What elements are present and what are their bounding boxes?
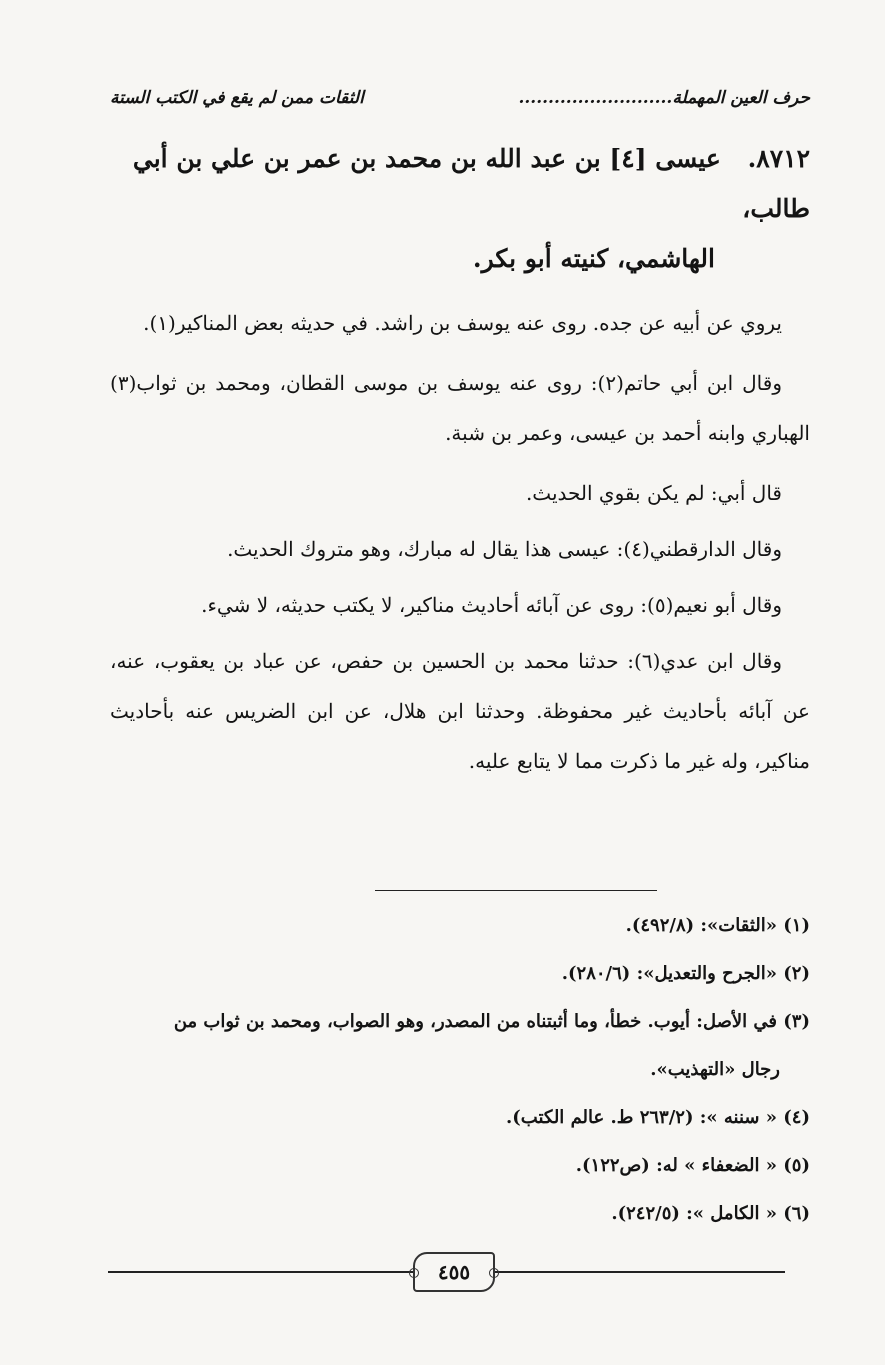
footer-rule-right xyxy=(495,1271,785,1273)
entry-title-line1: عيسى [٤] بن عبد الله بن محمد بن عمر بن علي بن أبي طالب، xyxy=(132,144,810,223)
footnote-separator xyxy=(375,890,657,891)
footnote: (٢) «الجرح والتعديل»: (٢٨٠/٦). xyxy=(561,963,810,984)
header-book-title: الثقات ممن لم يقع في الكتب الستة xyxy=(110,88,364,108)
entry-title-line2: الهاشمي، كنيته أبو بكر. xyxy=(472,244,715,273)
paragraph: يروي عن أبيه عن جده. روى عنه يوسف بن راشد. في حديثه بعض المناكير(١). xyxy=(143,311,782,335)
entry-number: ٨٧١٢. xyxy=(747,144,810,173)
paragraph: وقال أبو نعيم(٥): روى عن آبائه أحاديث مناكير، لا يكتب حديثه، لا شيء. xyxy=(201,593,782,617)
paragraph: قال أبي: لم يكن بقوي الحديث. xyxy=(525,481,782,505)
footnotes xyxy=(110,902,810,1238)
paragraph: وقال ابن أبي حاتم(٢): روى عنه يوسف بن موسى القطان، ومحمد بن ثواب(٣) الهباري وابنه أحمد بن عيسى، وعمر بن شبة. xyxy=(110,371,810,445)
footer-rule-left xyxy=(108,1271,413,1273)
header-chapter: حرف العين المهملة.......................... xyxy=(518,88,810,108)
footnote: (٤) « سننه »: (٢٦٣/٢ ط. عالم الكتب). xyxy=(505,1107,810,1128)
running-header xyxy=(110,88,810,128)
footnote: (٣) في الأصل: أيوب. خطأ، وما أثبتناه من المصدر، وهو الصواب، ومحمد بن ثواب من xyxy=(173,1011,810,1032)
entry-heading xyxy=(110,134,810,284)
page-number-frame xyxy=(413,1252,495,1292)
footnote: (٦) « الكامل »: (٢٤٢/٥). xyxy=(611,1203,810,1224)
page-number: ٤٥٥ xyxy=(437,1260,471,1284)
paragraph: وقال الدارقطني(٤): عيسى هذا يقال له مبارك، وهو متروك الحديث. xyxy=(227,537,782,561)
footnote-continuation: رجال «التهذيب». xyxy=(650,1059,780,1080)
paragraph: وقال ابن عدي(٦): حدثنا محمد بن الحسين بن حفص، عن عباد بن يعقوب، عنه، عن آبائه بأحاديث غير محفوظة. وحدثنا ابن هلال، عن ابن الضريس عنه بأحاديث مناكير، وله غير ما ذكرت مما لا يتابع عليه. xyxy=(110,649,810,773)
footnote: (١) «الثقات»: (٤٩٢/٨). xyxy=(625,915,810,936)
footnote: (٥) « الضعفاء » له: (ص١٢٢). xyxy=(575,1155,810,1176)
page-body xyxy=(110,88,810,796)
